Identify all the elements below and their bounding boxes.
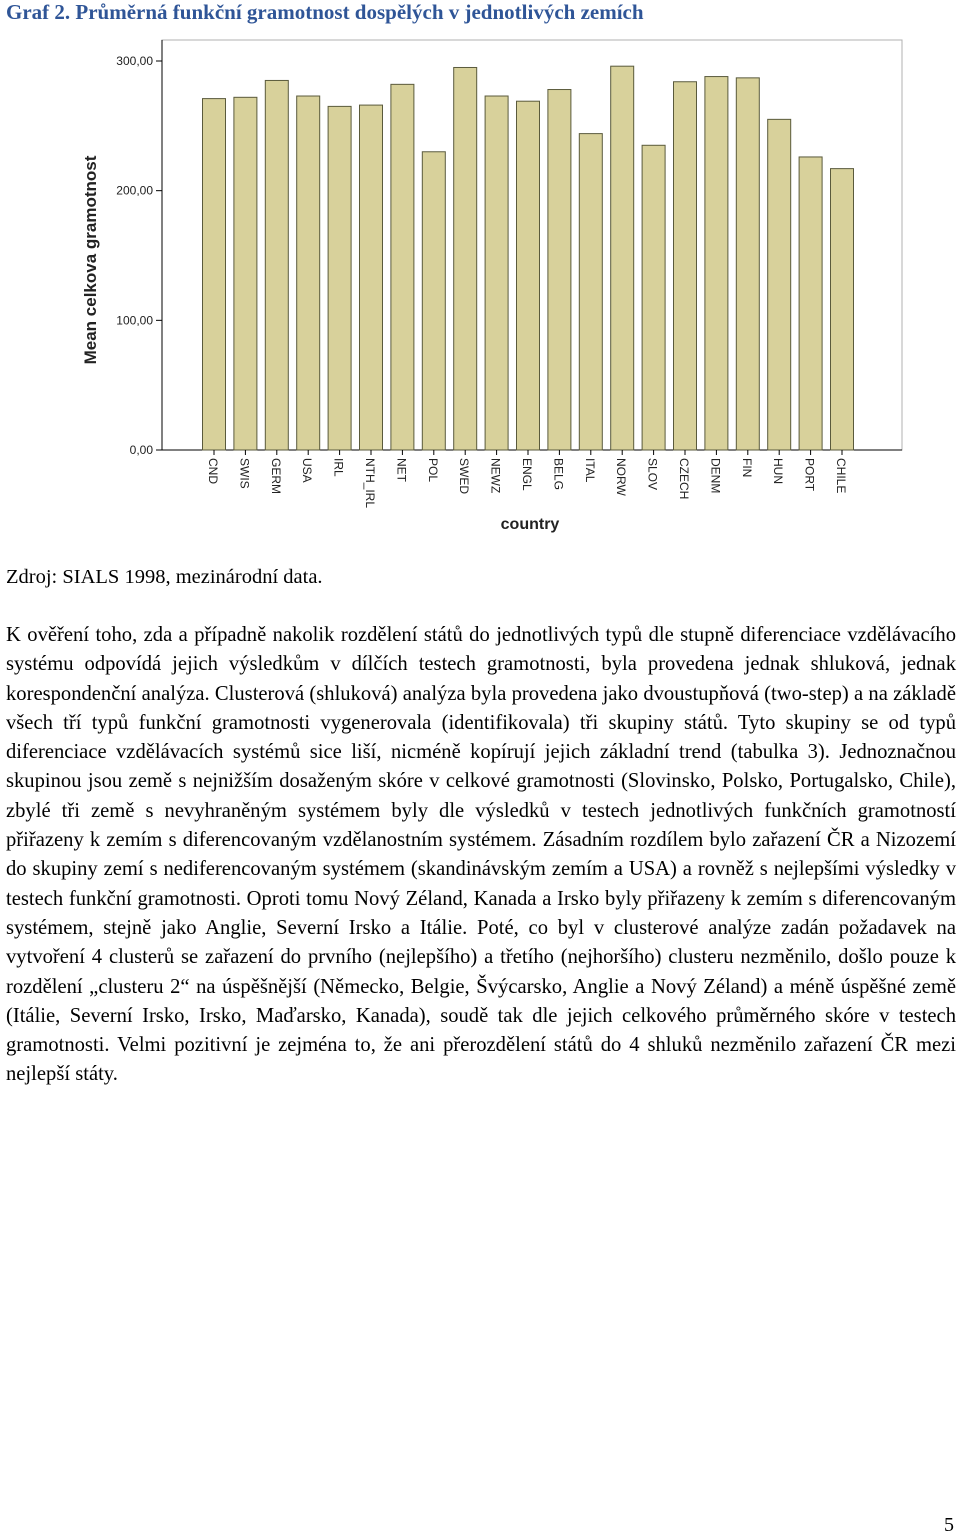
body-paragraph: K ověření toho, zda a případně nakolik rozdělení států do jednotlivých typů dle stupně diferenciace vzdělávacího systému odpovídá jejich výsledkům v dílčích testech gramotnosti, byla provedena jednak shluková, jednak korespondenční analýza. Clusterová (shluková) analýza byla provedena jako dvoustupňová (two-step) a na základě všech tří typů funkční gramotnosti vygenerovala (identifikovala) tři skupiny států. Tyto skupiny se od typů diferenciace vzdělávacích systémů sice liší, nicméně kopírují jejich základní trend (tabulka 3). Jednoznačnou skupinou jsou země s nejnižším dosaženým skóre v celkové gramotnosti (Slovinsko, Polsko, Portugalsko, Chile), zbylé tři země s nevyhraněným systémem byly dle výsledků v testech jednotlivých funkčních gramotností přiřazeny k zemím s diferencovaným vzdělanostním systémem. Zásadním rozdílem bylo zařazení ČR a Nizozemí do skupiny zemí s nediferencovaným systémem (skandinávským zemím a USA) a rovněž s nejlepšími výsledky v testech funkční gramotnosti. Oproti tomu Nový Zéland, Kanada a Irsko byly přiřazeny k zemím s diferencovaným systémem, stejně jako Anglie, Severní Irsko a Itálie. Poté, co byl v clusterové analýze zadán požadavek na vytvoření 4 clusterů se zařazení do prvního (nejlepšího) a třetího (nejhoršího) clusteru nezměnilo, došlo pouze k rozdělení „clusteru 2“ na úspěšnější (Německo, Belgie, Švýcarsko, Anglie a Nový Zéland) a méně úspěšné země (Itálie, Severní Irsko, Irsko, Maďarsko, Kanada), soudě tak dle jejich celkového průměrného skóre v testech gramotnosti. Velmi pozitivní je zejména to, že ani přerozdělení států do 4 shluků nezměnilo zařazení ČR mezi nejlepší státy. (6, 624, 956, 1086)
bar-nth-irl (360, 105, 383, 450)
y-tick-label: 300,00 (116, 54, 153, 68)
bar-slov (642, 145, 665, 450)
x-tick-label: POL (425, 458, 440, 483)
x-tick-label: FIN (739, 458, 754, 478)
bar-chart (0, 30, 960, 540)
x-tick-label: SWED (457, 458, 472, 494)
x-tick-label: NORW (614, 458, 629, 496)
x-axis-ticks (206, 450, 848, 508)
y-axis-label: Mean celkova gramotnost (81, 155, 100, 365)
bar-denm (705, 77, 728, 450)
x-tick-label: NET (394, 458, 409, 482)
source-note: Zdroj: SIALS 1998, mezinárodní data. (6, 566, 323, 588)
y-tick-label: 0,00 (129, 443, 153, 457)
x-tick-label: IRL (331, 458, 346, 477)
x-tick-label: GERM (268, 458, 283, 494)
x-tick-label: PORT (802, 458, 817, 492)
bar-germ (265, 80, 288, 450)
bars (203, 66, 854, 450)
x-tick-label: DENM (708, 458, 723, 494)
bar-usa (297, 96, 320, 450)
bar-hun (768, 119, 791, 450)
x-tick-label: ITAL (582, 458, 597, 483)
x-tick-label: NEWZ (488, 458, 503, 494)
bar-engl (517, 101, 540, 450)
bar-ital (579, 134, 602, 450)
bar-port (799, 157, 822, 450)
x-tick-label: SWIS (237, 458, 252, 489)
bar-belg (548, 90, 571, 450)
bar-pol (422, 152, 445, 450)
x-tick-label: CHILE (834, 458, 848, 494)
bar-chile (831, 169, 854, 450)
bar-swis (234, 97, 257, 450)
page-number: 5 (944, 1514, 954, 1536)
x-tick-label: HUN (771, 458, 786, 484)
bar-newz (485, 96, 508, 450)
x-tick-label: BELG (551, 458, 566, 491)
bar-fin (736, 78, 759, 450)
figure-caption: Graf 2. Průměrná funkční gramotnost dospělých v jednotlivých zemích (6, 0, 644, 24)
x-tick-label: CZECH (677, 458, 691, 500)
bar-cnd (203, 99, 226, 450)
bar-norw (611, 66, 634, 450)
bar-swed (454, 67, 477, 450)
y-tick-label: 200,00 (116, 183, 153, 198)
x-tick-label: USA (300, 458, 315, 483)
bar-net (391, 84, 414, 450)
x-tick-label: NTH_IRL (363, 458, 377, 509)
bar-irl (328, 106, 351, 450)
y-axis-ticks (116, 54, 162, 457)
x-tick-label: SLOV (645, 458, 660, 491)
bar-czech (674, 82, 697, 450)
y-tick-label: 100,00 (116, 313, 153, 328)
x-tick-label: CND (206, 458, 220, 484)
x-axis-label: country (500, 516, 560, 533)
x-tick-label: ENGL (520, 458, 534, 491)
